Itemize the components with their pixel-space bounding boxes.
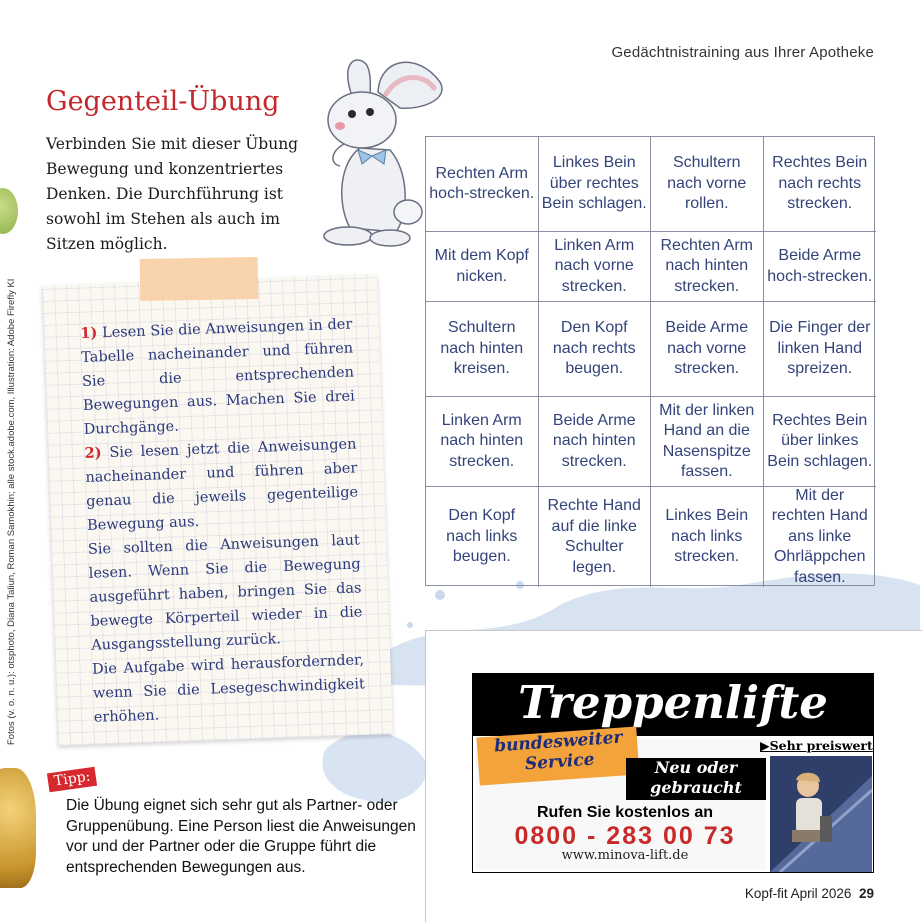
footer-issue: Kopf-fit April 2026 xyxy=(744,886,852,901)
table-cell: Schultern nach hinten kreisen. xyxy=(426,302,539,397)
table-cell: Beide Arme nach vorne strecken. xyxy=(651,302,764,397)
table-cell: Schultern nach vorne rollen. xyxy=(651,137,764,232)
tip-label: Tipp: xyxy=(47,767,98,793)
tape-strip xyxy=(140,257,259,301)
table-cell: Linkes Bein über rechtes Bein schlagen. xyxy=(539,137,652,232)
exercise-title: Gegenteil-Übung xyxy=(46,86,280,117)
table-cell: Beide Arme hoch-strecken. xyxy=(764,232,877,302)
triangle-icon: ▶ xyxy=(760,738,770,753)
page-number: 29 xyxy=(858,886,874,901)
ad-phone-number[interactable]: 0800 - 283 00 73 xyxy=(514,822,736,850)
table-cell: Linkes Bein nach links strecken. xyxy=(651,487,764,587)
gold-figure-decoration xyxy=(0,768,36,888)
table-cell: Rechtes Bein über linkes Bein schlagen. xyxy=(764,397,877,487)
ad-price-tag xyxy=(760,738,872,753)
step-2-text: Sie lesen jetzt die Anweisungen nacheinander und führen aber genau die jeweils gegenteilige Bewegung aus. xyxy=(85,436,359,534)
step-number: 1) xyxy=(80,324,98,342)
table-cell: Rechten Arm hoch-strecken. xyxy=(426,137,539,232)
step-1-text: Lesen Sie die Anweisungen in der Tabelle nacheinander und führen Sie die entsprechenden Bewegungen aus. Machen Sie drei Durchgänge. xyxy=(80,316,356,438)
tip-text: Die Übung eignet sich sehr gut als Partner- oder Gruppenübung. Eine Person liest die Anweisungen vor und der Partner oder die Gruppe führt die entsprechenden Bewegungen aus. xyxy=(66,797,416,876)
table-cell: Rechte Hand auf die linke Schulter legen. xyxy=(539,487,652,587)
ad-headline: Treppenlifte xyxy=(518,676,828,729)
running-header: Gedächtnistraining aus Ihrer Apotheke xyxy=(611,44,874,61)
step-number: 2) xyxy=(84,444,102,462)
instructions xyxy=(80,313,366,730)
table-cell: Mit dem Kopf nicken. xyxy=(426,232,539,302)
flower-decoration xyxy=(0,188,18,234)
table-cell: Den Kopf nach rechts beugen. xyxy=(539,302,652,397)
table-cell: Die Finger der linken Hand spreizen. xyxy=(764,302,877,397)
page-footer xyxy=(745,886,874,901)
table-cell: Linken Arm nach hinten strecken. xyxy=(426,397,539,487)
ad-service-text: bundesweiter Service xyxy=(493,727,624,775)
ad-price-text: Sehr preiswert xyxy=(769,738,873,753)
table-cell: Mit der rechten Hand ans linke Ohrläppchen fassen. xyxy=(771,486,868,586)
ad-used-text: Neu oder gebraucht xyxy=(650,758,742,797)
ad-call-text: Rufen Sie kostenlos an xyxy=(536,804,714,821)
table-cell: Rechten Arm nach hinten strecken. xyxy=(651,232,764,302)
instructions-paragraph: Die Aufgabe wird herausfordernder, wenn Sie die Lesegeschwindigkeit erhöhen. xyxy=(91,652,366,726)
instructions-paragraph: Sie sollten die Anweisungen laut lesen. Wenn Sie die Bewegung ausgeführt haben, bringen Sie das bewegte Körperteil wieder in die Ausgangsstellung zurück. xyxy=(87,532,363,654)
table-cell: Den Kopf nach links beugen. xyxy=(426,487,539,587)
stairlift-photo xyxy=(770,756,872,872)
table-cell: Mit der linken Hand an die Nasenspitze fassen. xyxy=(651,397,764,487)
table-cell: Beide Arme nach hinten strecken. xyxy=(539,397,652,487)
exercise-intro: Verbinden Sie mit dieser Übung Bewegung und konzentriertes Denken. Die Durchführung ist sowohl im Stehen als auch im Sitzen möglich. xyxy=(46,135,299,253)
exercise-table xyxy=(425,136,875,586)
table-cell: Linken Arm nach vorne strecken. xyxy=(539,232,652,302)
table-cell: Rechtes Bein nach rechts strecken. xyxy=(764,137,877,232)
photo-credit: Fotos (v. o. n. u.): otsphoto, Diana Taliun, Roman Samokhin; alle stock.adobe.com, Illustration: Adobe Firefly KI xyxy=(6,278,17,745)
ad-website[interactable]: www.minova-lift.de xyxy=(561,848,689,863)
